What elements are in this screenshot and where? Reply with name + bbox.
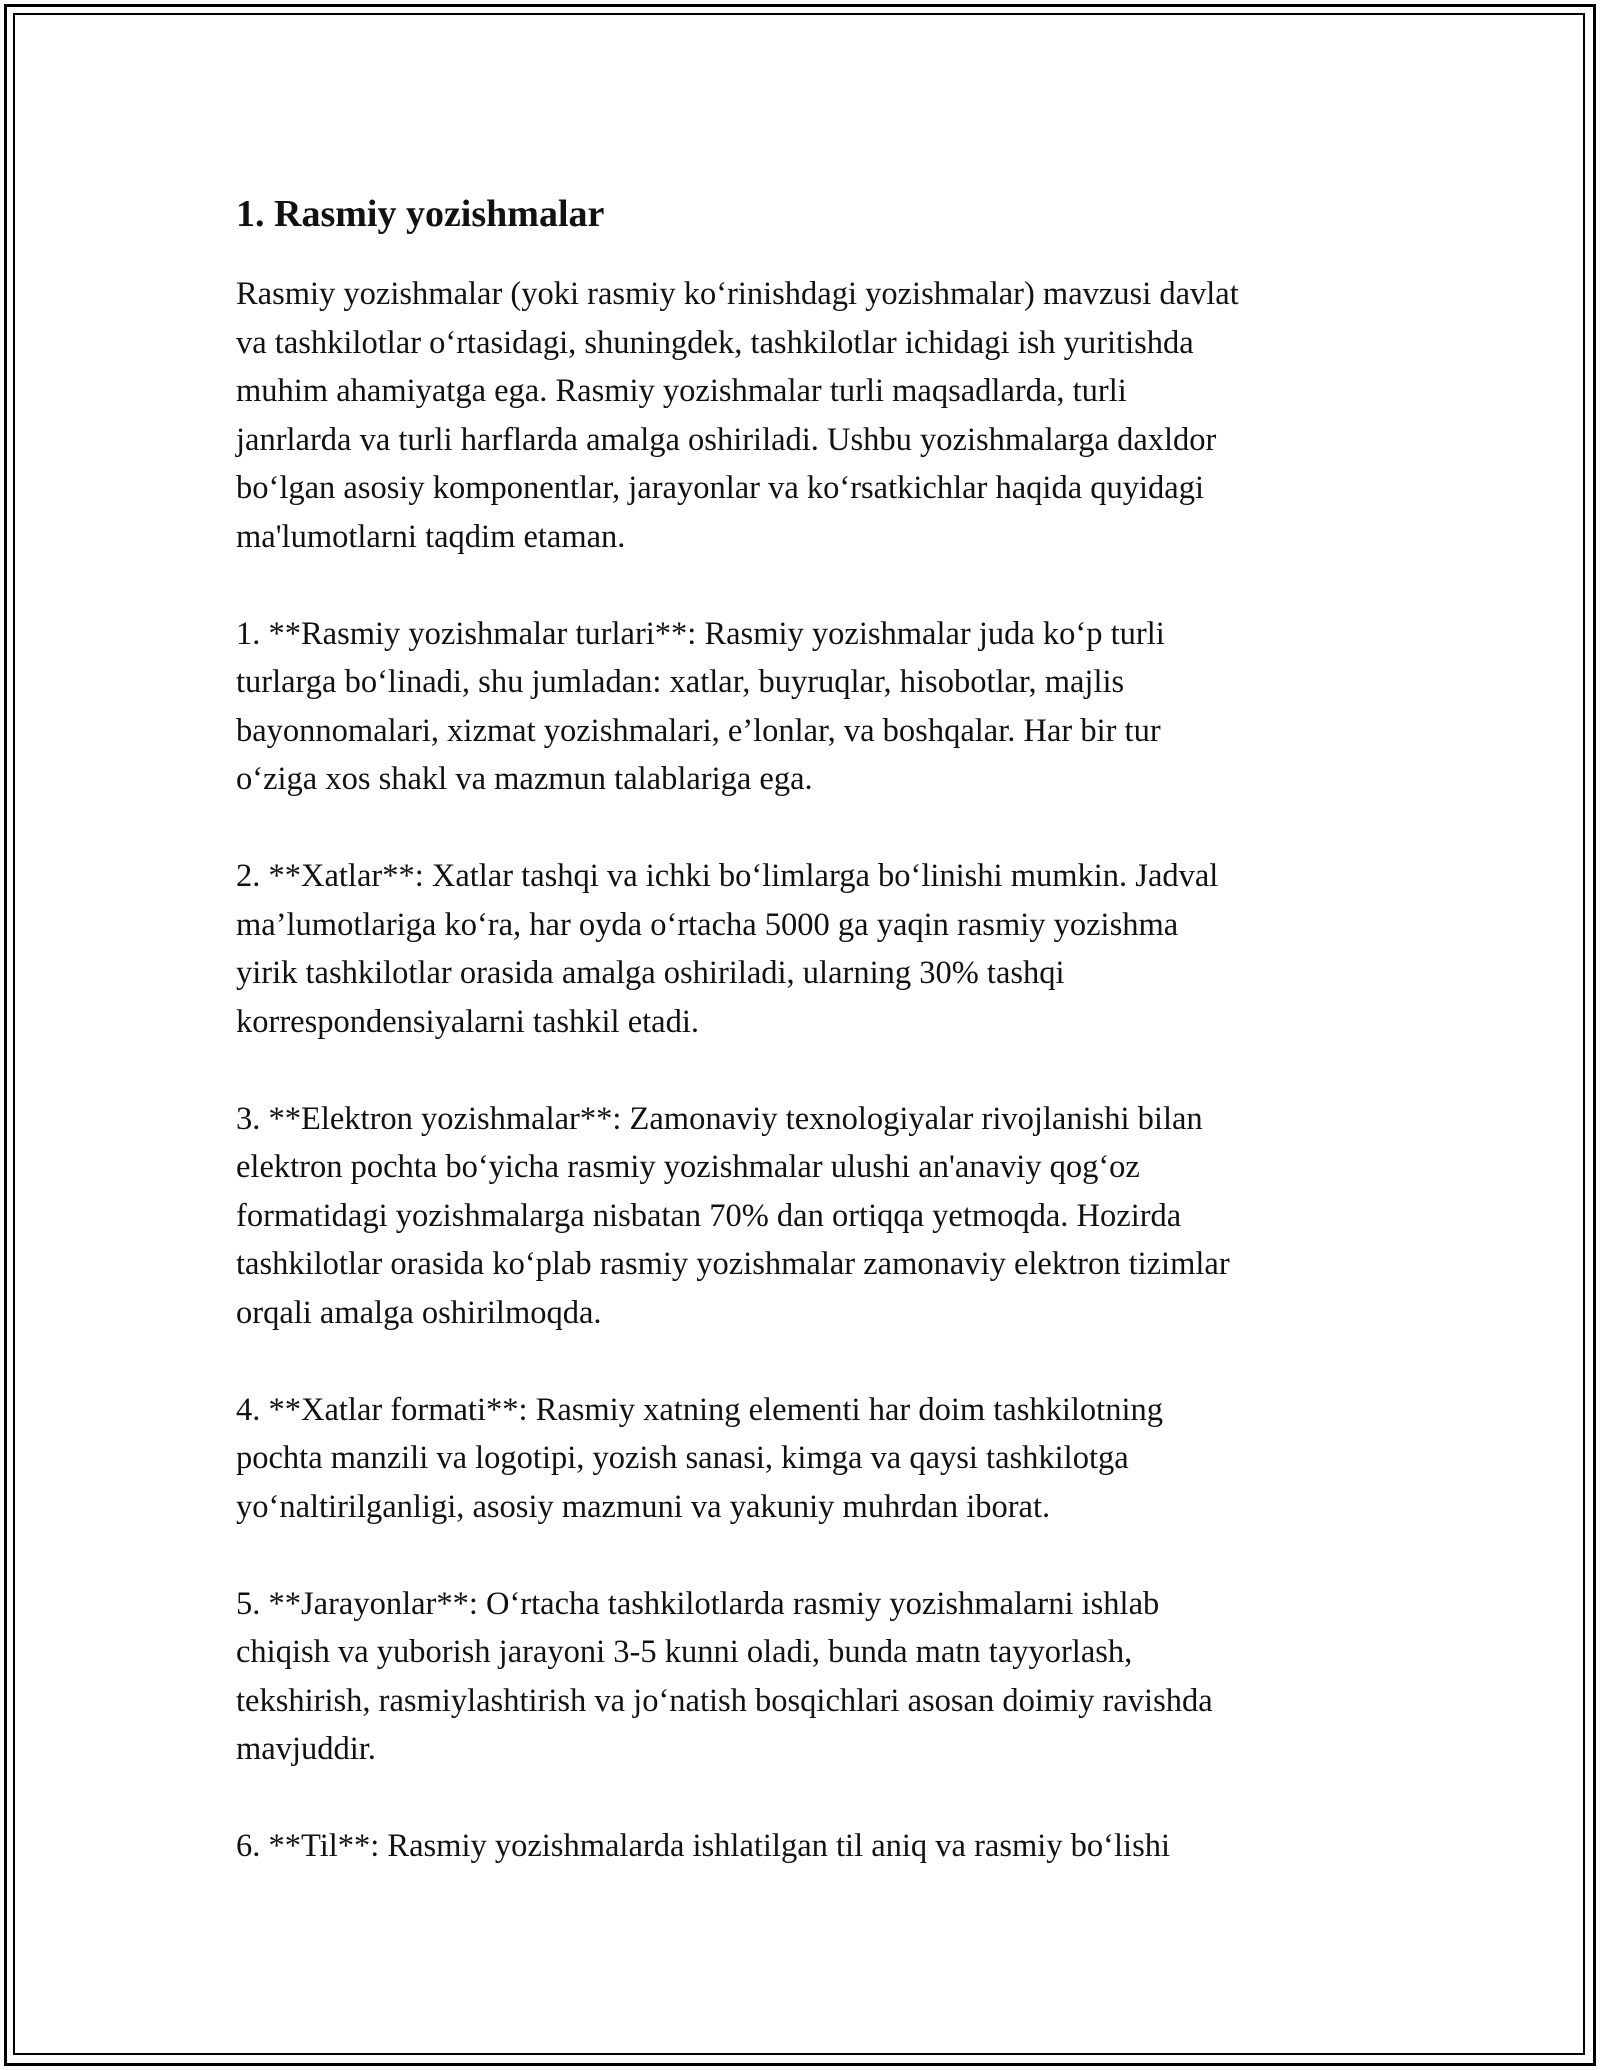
document-body: [236, 186, 1376, 1919]
paragraph-processes: 5. **Jarayonlar**: O‘rtacha tashkilotlarda rasmiy yozishmalarni ishlab chiqish va yuborish jarayoni 3-5 kunni oladi, bunda matn tayyorlash, tekshirish, rasmiylashtirish va jo‘natish bosqichlari asosan doimiy ravishda mavjuddir.: [236, 1585, 1213, 1767]
page-title: 1. Rasmiy yozishmalar: [236, 193, 605, 235]
paragraph-electronic: 3. **Elektron yozishmalar**: Zamonaviy texnologiyalar rivojlanishi bilan elektron pochta bo‘yicha rasmiy yozishmalar ulushi an'anaviy qog‘oz formatidagi yozishmalarga nisbatan 70% dan ortiqqa yetmoqda. Hozirda tashkilotlar orasida ko‘plab rasmiy yozishmalar zamonaviy elektron tizimlar orqali amalga oshirilmoqda.: [236, 1100, 1230, 1331]
paragraph-language: 6. **Til**: Rasmiy yozishmalarda ishlatilgan til aniq va rasmiy bo‘lishi: [236, 1828, 1170, 1864]
paragraph-format: 4. **Xatlar formati**: Rasmiy xatning elementi har doim tashkilotning pochta manzili va logotipi, yozish sanasi, kimga va qaysi tashkilotga yo‘naltirilganligi, asosiy mazmuni va yakuniy muhrdan iborat.: [236, 1391, 1163, 1525]
paragraph-letters: 2. **Xatlar**: Xatlar tashqi va ichki bo‘limlarga bo‘linishi mumkin. Jadval ma’lumotlariga ko‘ra, har oyda o‘rtacha 5000 ga yaqin rasmiy yozishma yirik tashkilotlar orasida amalga oshiriladi, ularning 30% tashqi korrespondensiyalarni tashkil etadi.: [236, 858, 1219, 1040]
paragraph-types: 1. **Rasmiy yozishmalar turlari**: Rasmiy yozishmalar juda ko‘p turli turlarga bo‘linadi, shu jumladan: xatlar, buyruqlar, hisobotlar, majlis bayonnomalari, xizmat yozishmalari, e’lonlar, va boshqalar. Har bir tur o‘ziga xos shakl va mazmun talablariga ega.: [236, 615, 1165, 797]
intro-paragraph: Rasmiy yozishmalar (yoki rasmiy ko‘rinishdagi yozishmalar) mavzusi davlat va tashkilotlar o‘rtasidagi, shuningdek, tashkilotlar ichidagi ish yuritishda muhim ahamiyatga ega. Rasmiy yozishmalar turli maqsadlarda, turli janrlarda va turli harflarda amalga oshiriladi. Ushbu yozishmalarga daxldor bo‘lgan asosiy komponentlar, jarayonlar va ko‘rsatkichlar haqida quyidagi ma'lumotlarni taqdim etaman.: [236, 276, 1239, 555]
